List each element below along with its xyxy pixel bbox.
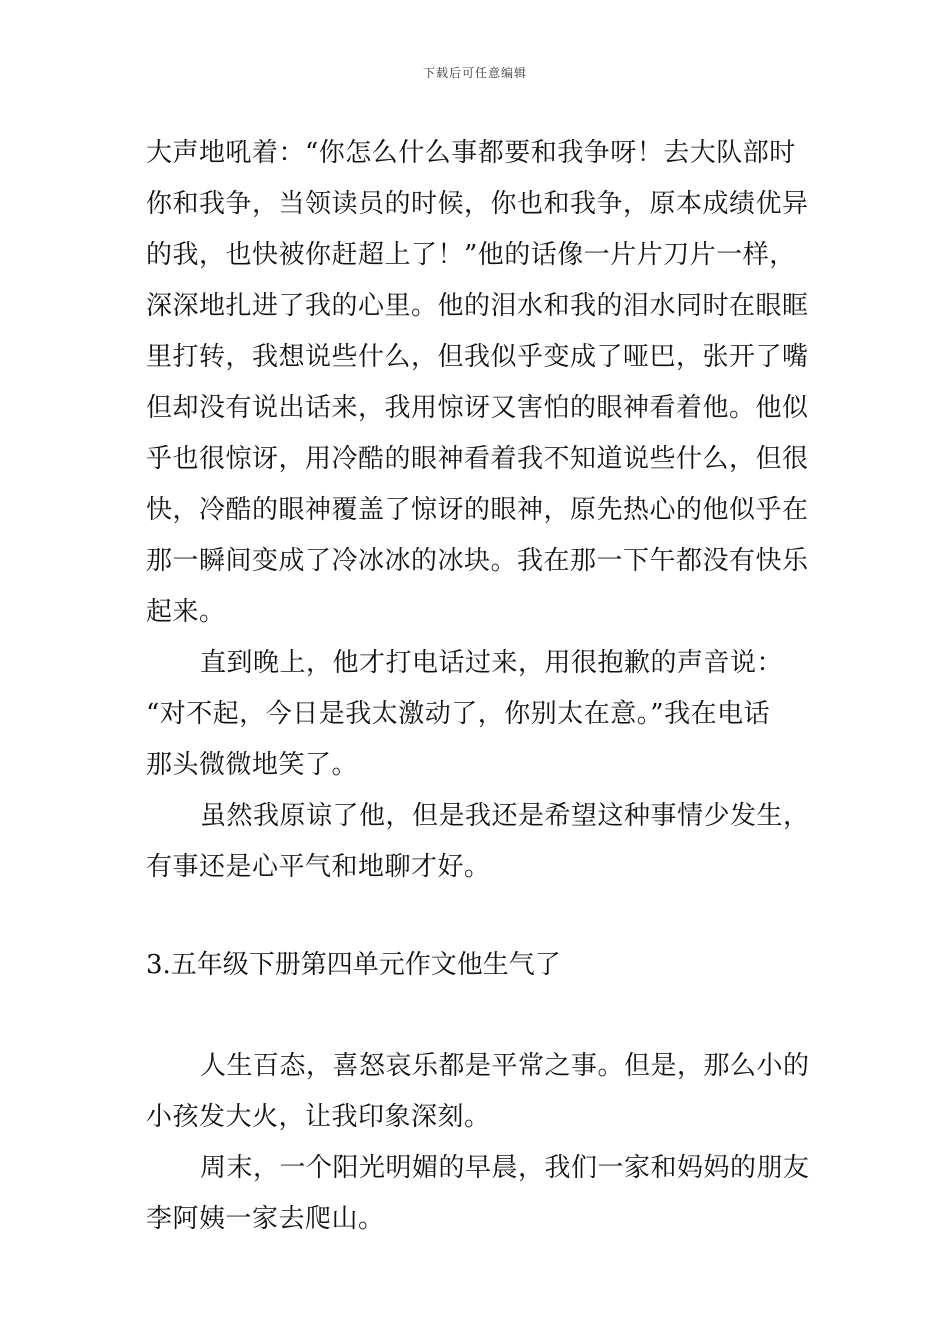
text-line: 小孩发大火，让我印象深刻。 bbox=[146, 1102, 491, 1132]
text-line: 你和我争，当领读员的时候，你也和我争，原本成绩优异 bbox=[146, 189, 809, 219]
page-header: 下载后可任意编辑 bbox=[422, 66, 527, 80]
paragraph-1 bbox=[146, 128, 808, 638]
section-paragraph-1 bbox=[146, 1041, 808, 1143]
text-line: 直到晚上，他才打电话过来，用很抱歉的声音说： bbox=[200, 648, 784, 678]
text-line: 大声地吼着：“你怎么什么事都要和我争呀！去大队部时 bbox=[146, 138, 796, 168]
text-line: 周末，一个阳光明媚的早晨，我们一家和妈妈的朋友 bbox=[200, 1153, 810, 1183]
text-line: 乎也很惊讶，用冷酷的眼神看着我不知道说些什么，但很 bbox=[146, 444, 809, 474]
document-body bbox=[146, 128, 808, 1245]
text-line: 人生百态，喜怒哀乐都是平常之事。但是，那么小的 bbox=[200, 1051, 810, 1081]
section-paragraph-2 bbox=[146, 1143, 808, 1245]
section-title: 3.五年级下册第四单元作文他生气了 bbox=[146, 950, 561, 980]
text-line: 但却没有说出话来，我用惊讶又害怕的眼神看着他。他似 bbox=[146, 393, 809, 423]
text-line: 虽然我原谅了他，但是我还是希望这种事情少发生， bbox=[200, 801, 810, 831]
text-line: 那头微微地笑了。 bbox=[146, 750, 359, 780]
text-line: 深深地扎进了我的心里。他的泪水和我的泪水同时在眼眶 bbox=[146, 291, 809, 321]
text-line: 有事还是心平气和地聊才好。 bbox=[146, 852, 491, 882]
text-line: 快，冷酷的眼神覆盖了惊讶的眼神，原先热心的他似乎在 bbox=[146, 495, 809, 525]
text-line: 里打转，我想说些什么，但我似乎变成了哑巴，张开了嘴 bbox=[146, 342, 809, 372]
text-line: 的我，也快被你赶超上了！”他的话像一片片刀片一样， bbox=[146, 240, 796, 270]
text-line: 那一瞬间变成了冷冰冰的冰块。我在那一下午都没有快乐 bbox=[146, 546, 809, 576]
text-line: “对不起，今日是我太激动了，你别太在意。”我在电话 bbox=[146, 699, 771, 729]
text-line: 李阿姨一家去爬山。 bbox=[146, 1204, 385, 1234]
text-line: 起来。 bbox=[146, 597, 226, 627]
paragraph-3 bbox=[146, 791, 808, 893]
paragraph-2 bbox=[146, 638, 808, 791]
